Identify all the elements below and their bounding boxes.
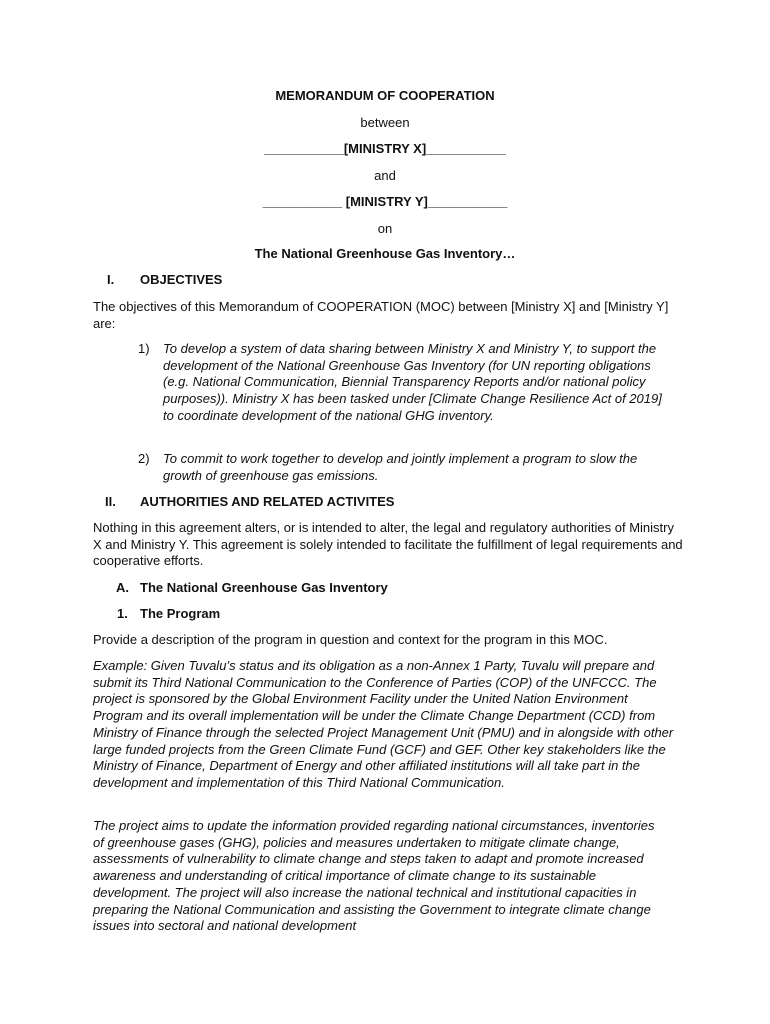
subsection-a-heading: The National Greenhouse Gas Inventory — [140, 580, 388, 595]
program-description: Provide a description of the program in question and context for the program in this MOC. — [93, 632, 608, 647]
subject-line: The National Greenhouse Gas Inventory… — [254, 246, 516, 261]
section1-intro: The objectives of this Memorandum of COOPERATION (MOC) between [Ministry X] and [Ministry Y] are: — [93, 299, 669, 331]
document-title: MEMORANDUM OF COOPERATION — [275, 88, 495, 103]
party-two: ___________ [MINISTRY Y]___________ — [262, 194, 508, 209]
section1-heading: OBJECTIVES — [140, 272, 223, 287]
and-label: and — [374, 168, 396, 183]
objective-1-number: 1) — [138, 341, 150, 356]
section2-body: Nothing in this agreement alters, or is intended to alter, the legal and regulatory authorities of Ministry X and Ministry Y. This agreement is solely intended to facilitate the fulfillment of legal requirements and cooperative efforts. — [93, 520, 683, 569]
subsection-1-heading: The Program — [140, 606, 221, 621]
section1-number: I. — [107, 272, 115, 287]
example-paragraph: Example: Given Tuvalu’s status and its obligation as a non-Annex 1 Party, Tuvalu will prepare and submit its Third National Communication to the Conference of Parties (COP) of the UNFCCC. The project is sponsored by the Global Environment Facility under the United Nation Environment Program and its overall implementation will be under the Climate Change Department (CCD) from Ministry of Finance through the selected Project Management Unit (PMU) and in alongside with other large funded projects from the Green Climate Fund (GCF) and GEF. Other key stakeholders like the Ministry of Finance, Department of Energy and other affiliated institutions will all take part in the development and implementation of this Third National Communication. — [93, 658, 674, 790]
objective-2-number: 2) — [138, 451, 150, 466]
aims-paragraph: The project aims to update the information provided regarding national circumstances, inventories of greenhouse gases (GHG), policies and measures undertaken to mitigate climate change, assessments of vulnerability to climate change and steps taken to adapt and promote increased awareness and understanding of critical importance of climate change to its sustainable development. The project will also increase the national technical and institutional capacities in preparing the National Communication and assisting the Government to integrate climate change issues into sectoral and national development — [93, 818, 655, 934]
section2-heading: AUTHORITIES AND RELATED ACTIVITES — [140, 494, 395, 509]
section2-number: II. — [105, 494, 116, 509]
subsection-1-label: 1. — [117, 606, 128, 621]
objective-2-text: To commit to work together to develop and jointly implement a program to slow the growth of greenhouse gas emissions. — [163, 451, 638, 483]
subsection-a-label: A. — [116, 580, 129, 595]
between-label: between — [360, 115, 410, 130]
on-label: on — [377, 221, 393, 236]
objective-1-text: To develop a system of data sharing between Ministry X and Ministry Y, to support the development of the National Greenhouse Gas Inventory (for UN reporting obligations (e.g. National Communication, Biennial Transparency Reports and/or national policy purposes)). Ministry X has been tasked under [Climate Change Resilience Act of 2019] to coordinate development of the national GHG inventory. — [163, 341, 662, 423]
party-one: ___________[MINISTRY X]___________ — [264, 141, 506, 156]
